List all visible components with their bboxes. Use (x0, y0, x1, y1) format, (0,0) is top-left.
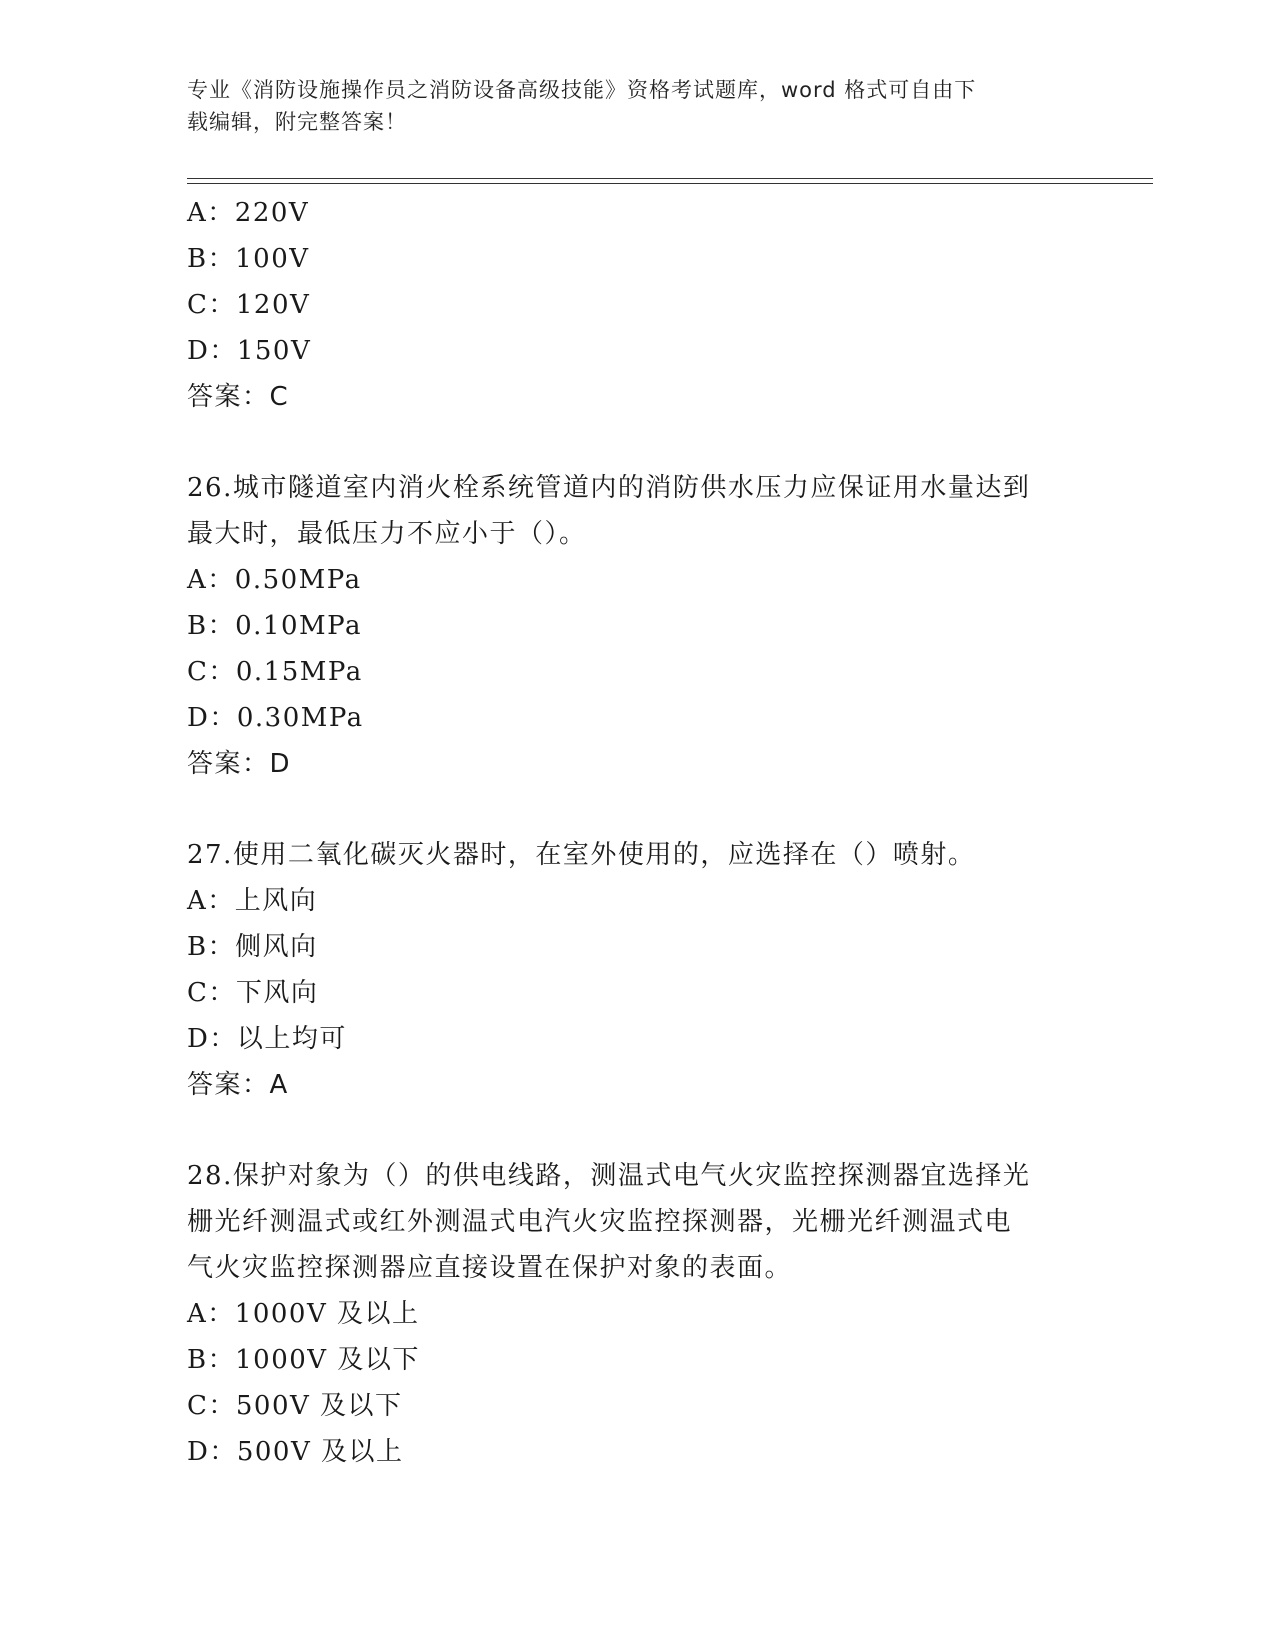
answer: 答案：A (187, 1070, 289, 1100)
question-stem-line: 26.城市隧道室内消火栓系统管道内的消防供水压力应保证用水量达到 (187, 473, 1031, 503)
question-list (187, 190, 1087, 1475)
question-26 (187, 465, 1087, 787)
question-stem-line: 栅光纤测温式或红外测温式电汽火灾监控探测器，光栅光纤测温式电 (187, 1207, 1013, 1237)
spacer (187, 1108, 1087, 1153)
question-stem-line: 最大时，最低压力不应小于（）。 (187, 519, 587, 549)
answer: 答案：D (187, 749, 292, 779)
question-stem-line: 气火灾监控探测器应直接设置在保护对象的表面。 (187, 1253, 793, 1283)
question-stem-line: 27.使用二氧化碳灭火器时，在室外使用的，应选择在（）喷射。 (187, 840, 976, 870)
question-stem-line: 28.保护对象为（）的供电线路，测温式电气火灾监控探测器宜选择光 (187, 1161, 1031, 1191)
option-d: D：500V 及以上 (187, 1437, 404, 1467)
question-27 (187, 832, 1087, 1108)
option-a: A：上风向 (187, 886, 318, 916)
option-d: D：150V (187, 336, 312, 366)
header-line-2: 载编辑，附完整答案！ (187, 110, 407, 134)
question-28 (187, 1153, 1087, 1475)
option-c: C：0.15MPa (187, 657, 363, 687)
option-c: C：下风向 (187, 978, 319, 1008)
option-a: A：0.50MPa (187, 565, 362, 595)
header-rule-bottom (187, 183, 1153, 184)
option-b: B：100V (187, 244, 310, 274)
spacer (187, 420, 1087, 465)
header-rule-top (187, 178, 1153, 179)
answer: 答案：C (187, 382, 290, 412)
spacer (187, 787, 1087, 832)
document-header (187, 74, 1087, 138)
option-a: A：220V (187, 198, 310, 228)
header-line-1: 专业《消防设施操作员之消防设备高级技能》资格考试题库，word 格式可自由下 (187, 78, 977, 102)
option-d: D：以上均可 (187, 1024, 347, 1054)
option-a: A：1000V 及以上 (187, 1299, 420, 1329)
option-b: B：0.10MPa (187, 611, 362, 641)
option-b: B：1000V 及以下 (187, 1345, 420, 1375)
question-25 (187, 190, 1087, 420)
option-c: C：120V (187, 290, 311, 320)
option-b: B：侧风向 (187, 932, 318, 962)
option-d: D：0.30MPa (187, 703, 364, 733)
option-c: C：500V 及以下 (187, 1391, 403, 1421)
